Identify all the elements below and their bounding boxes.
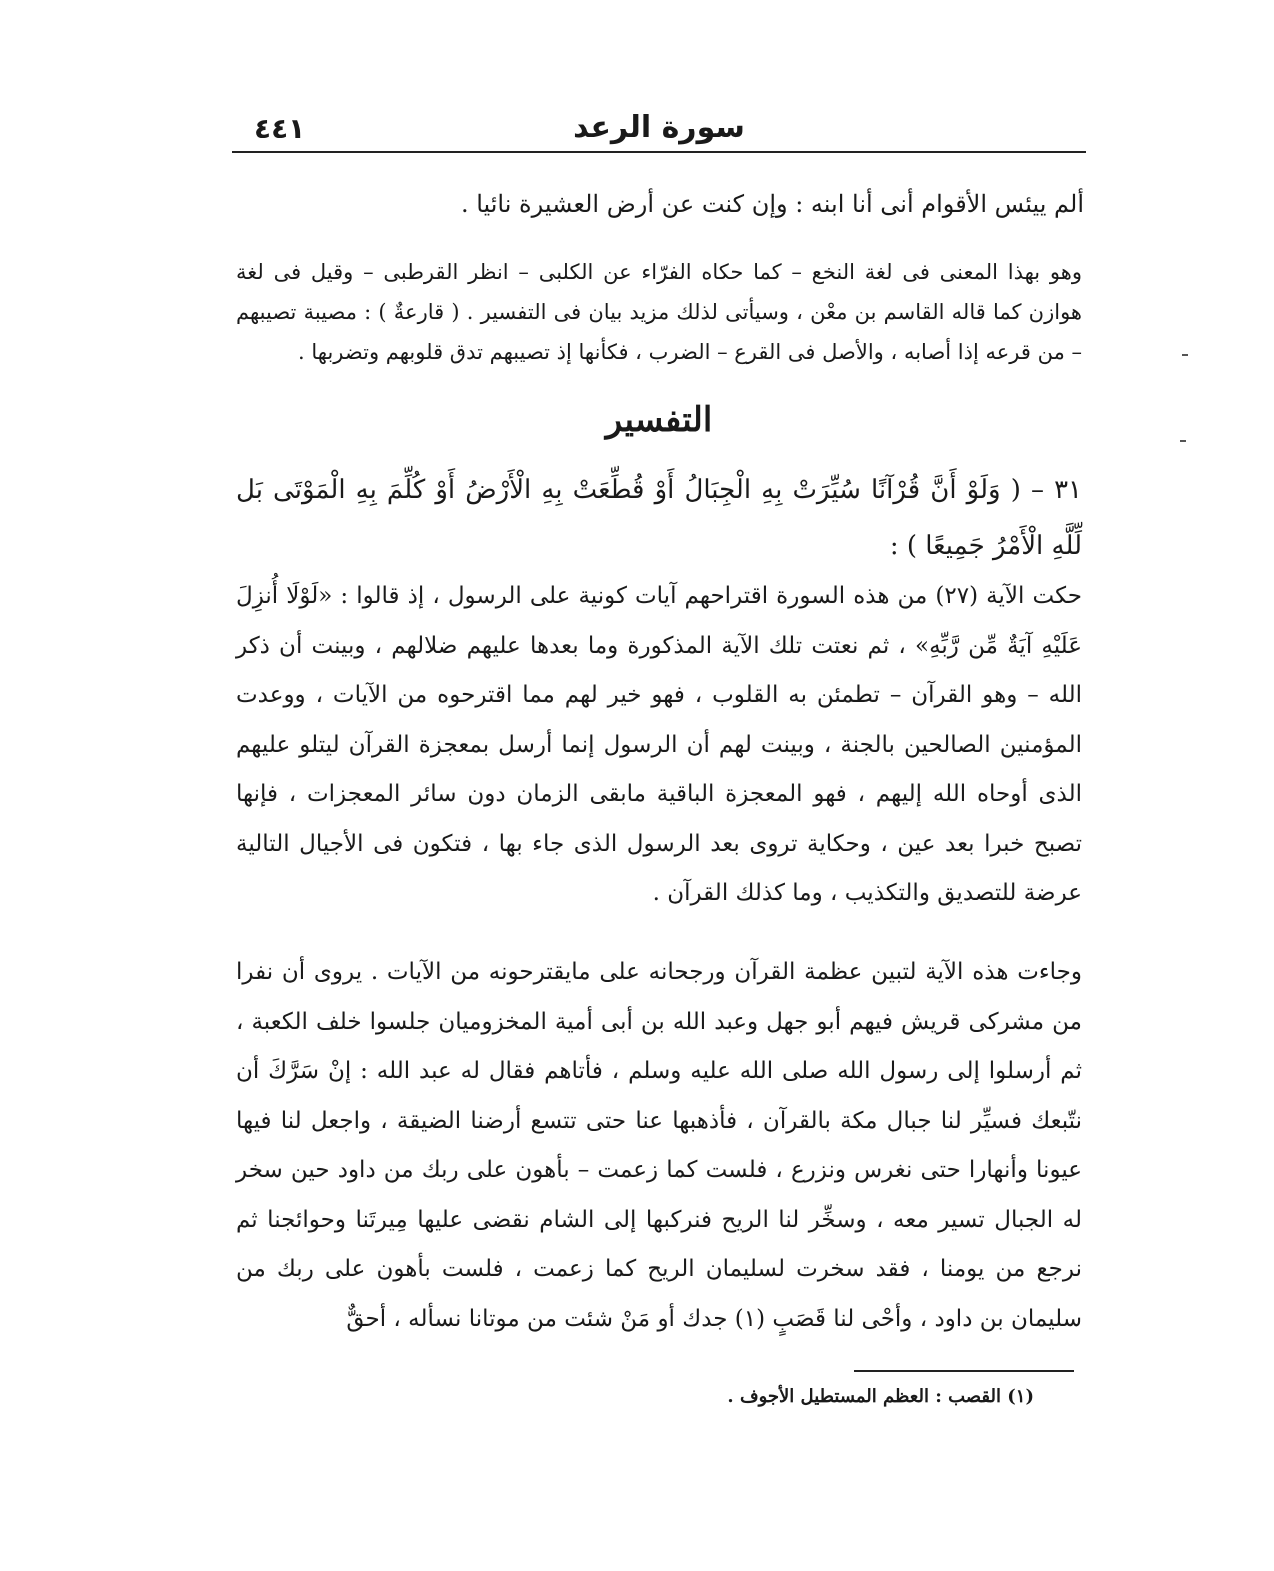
glossary-text: وهو بهذا المعنى فى لغة النخع – كما حكاه الفرّاء عن الكلبى – انظر القرطبى – وقيل فى لغة هوازن كما قاله القاسم بن معْن ، وسيأتى لذلك مزيد بيان فى التفسير . ( قارعةٌ ) : مصيبة تصيبهم – من قرعه إذا أصابه ، والأصل فى القرع – الضرب ، فكأنها إذ تصيبهم تدق قلوبهم وتضربها . [236,260,1082,364]
quran-verse [236,462,1082,574]
glossary-paragraph [236,252,1082,372]
scan-speck [1182,354,1188,356]
section-heading: التفسير [605,400,713,440]
running-title: سورة الرعد [573,110,745,145]
header-rule [232,151,1086,153]
poetry-verse: ألم ييئس الأقوام أنى أنا ابنه : وإن كنت عن أرض العشيرة نائيا . [460,190,1084,218]
page-header [232,108,1086,148]
commentary-paragraph-2 [236,948,1082,1344]
commentary-text-1: حكت الآية (٢٧) من هذه السورة اقتراحهم آيات كونية على الرسول ، إذ قالوا : «لَوْلَا أُنزِلَ عَلَيْهِ آيَةٌ مِّن رَّبِّهِ» ، ثم نعتت تلك الآية المذكورة وما بعدها عليهم ضلالهم ، وبينت أن ذكر الله – وهو القرآن – تطمئن به القلوب ، فهو خير لهم مما اقترحوه من الآيات ، ووعدت المؤمنين الصالحين بالجنة ، وبينت لهم أن الرسول إنما أرسل بمعجزة القرآن ليتلو عليهم الذى أوحاه الله إليهم ، فهو المعجزة الباقية مابقى الزمان دون سائر المعجزات ، فإنها تصبح خبرا بعد عين ، وحكاية تروى بعد الرسول الذى جاء بها ، فتكون فى الأجيال التالية عرضة للتصديق والتكذيب ، وما كذلك القرآن . [236,583,1082,906]
page-number: ٤٤١ [254,112,306,145]
commentary-text-2: وجاءت هذه الآية لتبين عظمة القرآن ورجحانه على مايقترحونه من الآيات . يروى أن نفرا من مشركى قريش فيهم أبو جهل وعبد الله بن أبى أمية المخزوميان جلسوا خلف الكعبة ، ثم أرسلوا إلى رسول الله صلى الله عليه وسلم ، فأتاهم فقال له عبد الله : إنْ سَرَّكَ أن نتّبعك فسيِّر لنا جبال مكة بالقرآن ، فأذهبها عنا حتى تتسع أرضنا الضيقة ، واجعل لنا فيها عيونا وأنهارا حتى نغرس ونزرع ، فلست كما زعمت – بأهون على ربك من داود حين سخر له الجبال تسير معه ، وسخِّر لنا الريح فنركبها إلى الشام نقضى عليها مِيرتَنا وحوائجنا ثم نرجع من يومنا ، فقد سخرت لسليمان الريح كما زعمت ، فلست بأهون على ربك من سليمان بن داود ، وأحْى لنا قَصَبٍ (١) جدك أو مَنْ شئت من موتانا نسأله ، أحقٌّ [236,959,1082,1332]
scan-speck [1180,440,1186,442]
footnote: (١) القصب : العظم المستطيل الأجوف . [727,1386,1034,1407]
footnote-rule [854,1370,1074,1372]
quran-verse-text: ٣١ – ( وَلَوْ أَنَّ قُرْآنًا سُيِّرَتْ بِهِ الْجِبَالُ أَوْ قُطِّعَتْ بِهِ الْأَرْضُ أَوْ كُلِّمَ بِهِ الْمَوْتَى بَل لِّلَّهِ الْأَمْرُ جَمِيعًا ) : [236,475,1082,561]
commentary-paragraph-1 [236,572,1082,919]
